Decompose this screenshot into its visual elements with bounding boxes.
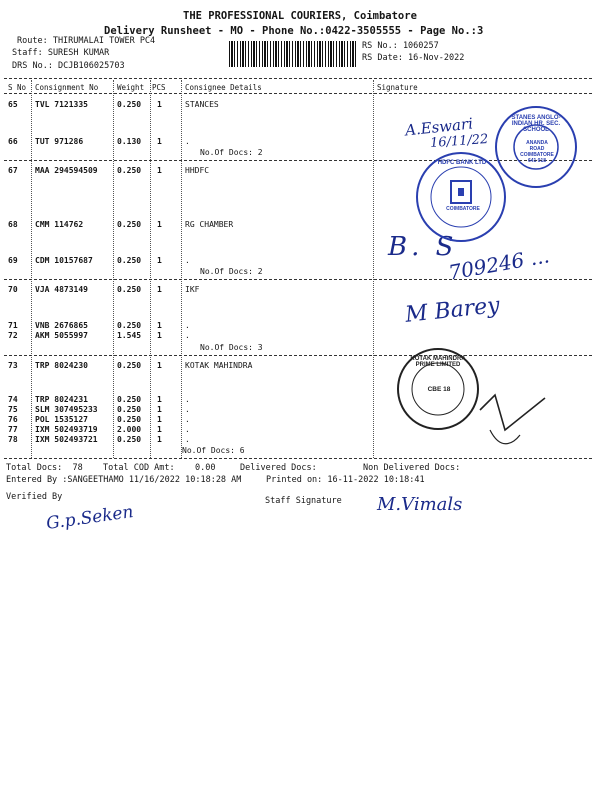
row-consignee: . — [185, 321, 190, 330]
row-sno: 72 — [8, 331, 18, 340]
row-sno: 74 — [8, 395, 18, 404]
row-weight: 0.250 — [117, 405, 142, 414]
docs-count: No.Of Docs: 2 — [200, 267, 263, 276]
row-consignee: . — [185, 415, 190, 424]
row-consignment: VJA 4873149 — [35, 285, 88, 294]
route-label: Route: THIRUMALAI TOWER PC4 — [17, 36, 156, 46]
handwritten-signature: B. S — [388, 232, 458, 262]
row-pcs: 1 — [157, 256, 162, 265]
row-consignee: . — [185, 405, 190, 414]
row-consignment: CDM 10157687 — [35, 256, 93, 265]
handwritten-date: 16/11/22 — [429, 131, 489, 152]
school-stamp-text: STANES ANGLO-INDIAN HR. SEC. SCHOOL — [511, 115, 561, 133]
row-sno: 70 — [8, 285, 18, 294]
col-weight: Weight — [117, 83, 145, 92]
row-sno: 69 — [8, 256, 18, 265]
row-sno: 68 — [8, 220, 18, 229]
row-sno: 65 — [8, 100, 18, 109]
row-sno: 78 — [8, 435, 18, 444]
company-title: THE PROFESSIONAL COURIERS, Coimbatore — [183, 10, 417, 22]
row-consignment: CMM 114762 — [35, 220, 84, 229]
row-sno: 75 — [8, 405, 18, 414]
row-sno: 67 — [8, 166, 18, 175]
row-consignee: IKF — [185, 285, 200, 294]
row-consignee: KOTAK MAHINDRA — [185, 361, 253, 370]
hdfc-stamp-text: HDFC BANK LTD — [437, 160, 487, 166]
row-weight: 0.250 — [117, 220, 142, 229]
signature-scribble — [490, 430, 520, 444]
row-pcs: 1 — [157, 435, 162, 444]
hdfc-stamp — [417, 153, 505, 241]
row-consignee: HHDFC — [185, 166, 210, 175]
total-cod-label: Total COD Amt: — [103, 463, 175, 473]
rs-date: RS Date: 16-Nov-2022 — [362, 53, 465, 63]
row-weight: 0.250 — [117, 100, 142, 109]
row-weight: 0.250 — [117, 361, 142, 370]
row-pcs: 1 — [157, 395, 162, 404]
col-signature: Signature — [377, 83, 418, 92]
row-pcs: 1 — [157, 137, 162, 146]
row-consignment: TVL 7121335 — [35, 100, 88, 109]
row-weight: 0.130 — [117, 137, 142, 146]
rs-no: RS No.: 1060257 — [362, 41, 439, 51]
row-weight: 1.545 — [117, 331, 142, 340]
row-pcs: 1 — [157, 361, 162, 370]
row-weight: 0.250 — [117, 256, 142, 265]
col-sno: S No — [8, 83, 27, 92]
docs-count: No.Of Docs: 3 — [200, 343, 263, 352]
row-pcs: 1 — [157, 405, 162, 414]
signature-scribble — [480, 395, 545, 430]
row-weight: 0.250 — [117, 285, 142, 294]
handwritten-phone: 709246 ... — [446, 243, 552, 285]
row-consignment: MAA 294594509 — [35, 166, 98, 175]
row-consignee: . — [185, 425, 190, 434]
row-sno: 66 — [8, 137, 18, 146]
row-pcs: 1 — [157, 425, 162, 434]
hdfc-stamp-city: COIMBATORE — [446, 206, 480, 212]
row-weight: 0.250 — [117, 415, 142, 424]
school-stamp-address: ANANDA ROAD COIMBATORE 641 018 — [520, 140, 554, 164]
row-consignee: RG CHAMBER — [185, 220, 234, 229]
row-consignee: STANCES — [185, 100, 219, 109]
docs-count: No.Of Docs: 2 — [200, 148, 263, 157]
row-pcs: 1 — [157, 220, 162, 229]
docs-count: No.Of Docs: 6 — [182, 446, 245, 455]
row-consignee: . — [185, 331, 190, 340]
row-weight: 0.250 — [117, 321, 142, 330]
printed-on: Printed on: 16-11-2022 10:18:41 — [266, 475, 425, 485]
handwritten-signature: A.Eswari — [404, 114, 474, 140]
entered-by: Entered By :SANGEETHAMO 11/16/2022 10:18:28 AM — [6, 475, 242, 485]
row-pcs: 1 — [157, 415, 162, 424]
row-pcs: 1 — [157, 166, 162, 175]
row-consignment: TRP 8024230 — [35, 361, 88, 370]
total-cod-value: 0.00 — [195, 463, 216, 473]
staff-signature-label: Staff Signature — [265, 496, 342, 506]
row-pcs: 1 — [157, 331, 162, 340]
row-weight: 0.250 — [117, 395, 142, 404]
row-consignment: TRP 8024231 — [35, 395, 88, 404]
col-pcs: PCS — [152, 83, 166, 92]
verified-by-label: Verified By — [6, 492, 63, 502]
row-consignee: . — [185, 137, 190, 146]
row-weight: 0.250 — [117, 435, 142, 444]
row-sno: 71 — [8, 321, 18, 330]
row-consignee: . — [185, 395, 190, 404]
delivered-docs: Delivered Docs: — [240, 463, 317, 473]
row-consignment: POL 1535127 — [35, 415, 88, 424]
row-consignee: . — [185, 435, 190, 444]
row-consignment: IXM 502493719 — [35, 425, 98, 434]
total-docs: Total Docs: 78 — [6, 463, 83, 473]
row-sno: 73 — [8, 361, 18, 370]
row-consignment: AKM 5055997 — [35, 331, 88, 340]
row-consignment: SLM 307495233 — [35, 405, 98, 414]
row-consignment: IXM 502493721 — [35, 435, 98, 444]
col-consignee: Consignee Details — [185, 83, 262, 92]
kotak-stamp-text: KOTAK MAHINDRA PRIME LIMITED — [410, 356, 466, 368]
staff-label: Staff: SURESH KUMAR — [12, 48, 110, 58]
row-pcs: 1 — [157, 285, 162, 294]
row-consignment: TUT 971286 — [35, 137, 84, 146]
handwritten-signature: M Barey — [403, 293, 501, 328]
row-consignee: . — [185, 256, 190, 265]
row-pcs: 1 — [157, 321, 162, 330]
kotak-stamp-code: CBE 18 — [427, 386, 451, 393]
runsheet-subtitle: Delivery Runsheet - MO - Phone No.:0422-3505555 - Page No.:3 — [104, 25, 484, 37]
row-sno: 77 — [8, 425, 18, 434]
row-pcs: 1 — [157, 100, 162, 109]
drs-label: DRS No.: DCJB106025703 — [12, 61, 125, 71]
col-consignment: Consignment No — [35, 83, 99, 92]
verified-signature: G.p.Seken — [45, 501, 135, 535]
row-consignment: VNB 2676865 — [35, 321, 88, 330]
staff-signature: M.Vimals — [377, 494, 463, 515]
row-sno: 76 — [8, 415, 18, 424]
non-delivered-docs: Non Delivered Docs: — [363, 463, 461, 473]
row-weight: 0.250 — [117, 166, 142, 175]
row-weight: 2.000 — [117, 425, 142, 434]
